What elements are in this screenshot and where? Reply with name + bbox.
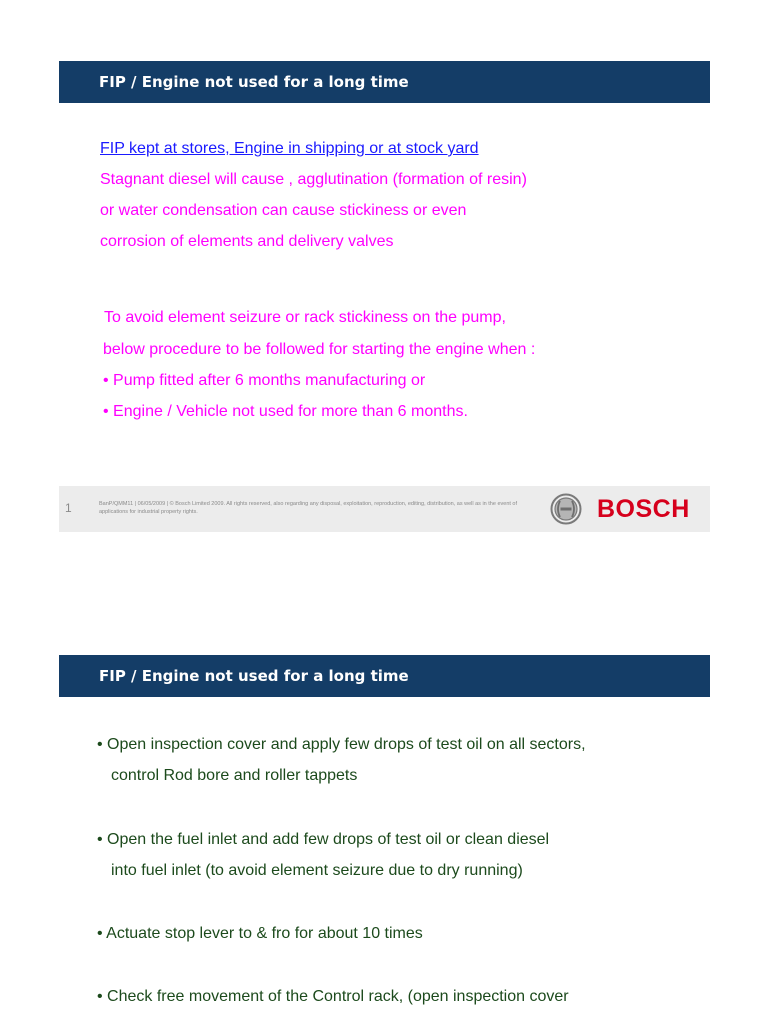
bullet-fuel-inlet-line-1: • Open the fuel inlet and add few drops of test oil or clean diesel (97, 831, 550, 848)
legal-notice: BanP/QMM11 | 06/05/2009 | © Bosch Limited 2009. All rights reserved, also regarding any disposal, exploitation, reproduction, editing, distribution, as well as in the event of applications for industrial property rights. (99, 501, 518, 515)
procedure-line-2: below procedure to be followed for starting the engine when : (103, 341, 536, 358)
slide-footer (59, 486, 710, 532)
procedure-line-1: To avoid element seizure or rack stickiness on the pump, (104, 309, 506, 326)
stores-heading-link[interactable]: FIP kept at stores, Engine in shipping or at stock yard (100, 140, 479, 157)
stagnant-diesel-line-1: Stagnant diesel will cause , agglutination (formation of resin) (100, 171, 527, 188)
procedure-bullet-2: • Engine / Vehicle not used for more than 6 months. (103, 403, 468, 420)
bullet-inspection-cover-line-2: control Rod bore and roller tappets (111, 767, 358, 784)
slide-title: FIP / Engine not used for a long time (59, 61, 710, 103)
bullet-stop-lever: • Actuate stop lever to & fro for about 10 times (97, 925, 423, 942)
bullet-inspection-cover-line-1: • Open inspection cover and apply few drops of test oil on all sectors, (97, 736, 586, 753)
slide-title: FIP / Engine not used for a long time (59, 655, 710, 697)
bosch-wordmark: BOSCH (597, 495, 690, 523)
page-number: 1 (65, 501, 72, 515)
bullet-control-rack: • Check free movement of the Control rack, (open inspection cover (97, 988, 569, 1005)
stagnant-diesel-line-3: corrosion of elements and delivery valves (100, 233, 394, 250)
bullet-fuel-inlet-line-2: into fuel inlet (to avoid element seizure due to dry running) (111, 862, 523, 879)
stagnant-diesel-line-2: or water condensation can cause stickiness or even (100, 202, 467, 219)
slide-2 (0, 590, 768, 1024)
bosch-armature-icon (550, 493, 582, 525)
procedure-bullet-1: • Pump fitted after 6 months manufacturing or (103, 372, 426, 389)
